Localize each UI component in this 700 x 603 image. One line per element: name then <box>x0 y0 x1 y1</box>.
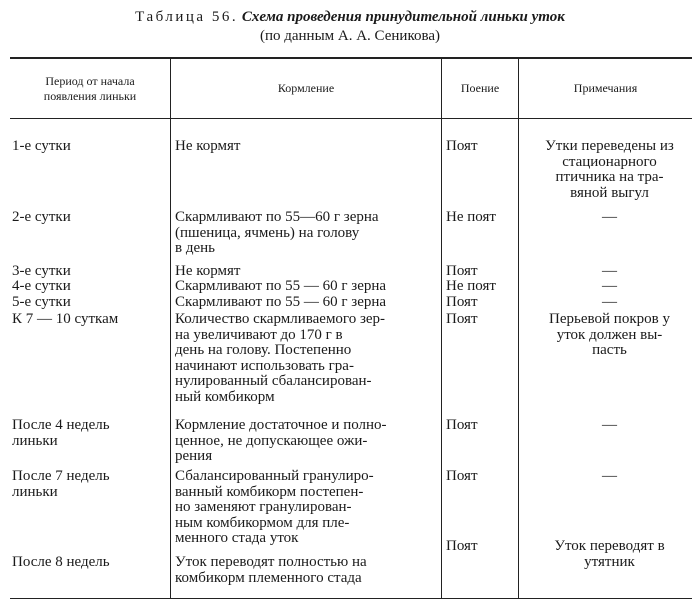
row-7-period: После 4 недель линьки <box>12 417 110 449</box>
row-5-notes: — <box>602 294 617 310</box>
table-top-rule <box>10 57 692 59</box>
row-5-drinking: Поят <box>446 294 478 310</box>
row-7-feeding: Кормление достаточное и полно- ценное, не допускающее ожи- рения <box>175 417 387 464</box>
column-divider-2 <box>441 58 442 599</box>
row-9-drinking: Поят <box>446 538 478 554</box>
row-6-notes: Перьевой покров у уток должен вы- пасть <box>549 311 670 358</box>
header-feeding <box>171 60 441 117</box>
row-1-notes: Утки переведены из стационарного птичника на тра- вяной выгул <box>545 138 674 201</box>
row-4-period: 4-е сутки <box>12 278 71 294</box>
row-6-feeding: Количество скармливаемого зер- на увеличивают до 170 г в день на голову. Постепенно начинают использовать гра- нулированный сбалансирован- ный комбикорм <box>175 311 386 405</box>
header-drinking <box>442 60 518 117</box>
row-3-period: 3-е сутки <box>12 263 71 279</box>
row-3-feeding: Не кормят <box>175 263 241 279</box>
column-divider-3 <box>518 58 519 599</box>
row-9-notes: Уток переводят в утятник <box>554 538 665 570</box>
row-9-period: После 8 недель <box>12 554 110 570</box>
row-8-period: После 7 недель линьки <box>12 468 110 500</box>
table-source: (по данным А. А. Сеникова) <box>259 28 441 44</box>
row-4-feeding: Скармливают по 55 — 60 г зерна <box>175 278 387 294</box>
row-2-period: 2-е сутки <box>12 209 71 225</box>
row-3-notes: — <box>602 263 617 279</box>
header-period-label: Период от начала появления линьки <box>43 73 137 103</box>
row-4-notes: — <box>602 278 617 294</box>
row-6-period: К 7 — 10 суткам <box>12 311 119 327</box>
row-1-feeding: Не кормят <box>175 138 241 154</box>
header-period <box>10 60 170 117</box>
table-title <box>0 8 700 27</box>
row-8-drinking: Поят <box>446 468 478 484</box>
row-1-period: 1-е сутки <box>12 138 71 154</box>
row-3-drinking: Поят <box>446 263 478 279</box>
row-9-feeding: Уток переводят полностью на комбикорм племенного стада <box>175 554 367 586</box>
row-2-drinking: Не поят <box>446 209 496 225</box>
row-2-notes: — <box>602 209 617 225</box>
table-name: Схема проведения принудительной линьки уток <box>241 9 565 25</box>
header-notes <box>519 60 692 117</box>
row-7-notes: — <box>602 417 617 433</box>
header-drinking-label: Поение <box>460 81 500 95</box>
header-notes-label: Примечания <box>573 81 638 95</box>
table-bottom-rule <box>10 598 692 599</box>
row-8-notes: — <box>602 468 617 484</box>
header-feeding-label: Кормление <box>277 81 335 95</box>
row-5-feeding: Скармливают по 55 — 60 г зерна <box>175 294 387 310</box>
row-1-drinking: Поят <box>446 138 478 154</box>
row-8-feeding: Сбалансированный гранулиро- ванный комбикорм постепен- но заменяют гранулирован- ным комбикормом для пле- менного стада уток <box>175 468 374 546</box>
header-bottom-rule <box>10 118 692 119</box>
row-2-feeding: Скармливают по 55—60 г зерна (пшеница, ячмень) на голову в день <box>175 209 379 256</box>
row-7-drinking: Поят <box>446 417 478 433</box>
table-number: Таблица 56. <box>135 9 239 25</box>
row-6-drinking: Поят <box>446 311 478 327</box>
row-4-drinking: Не поят <box>446 278 496 294</box>
row-5-period: 5-е сутки <box>12 294 71 310</box>
column-divider-1 <box>170 58 171 599</box>
